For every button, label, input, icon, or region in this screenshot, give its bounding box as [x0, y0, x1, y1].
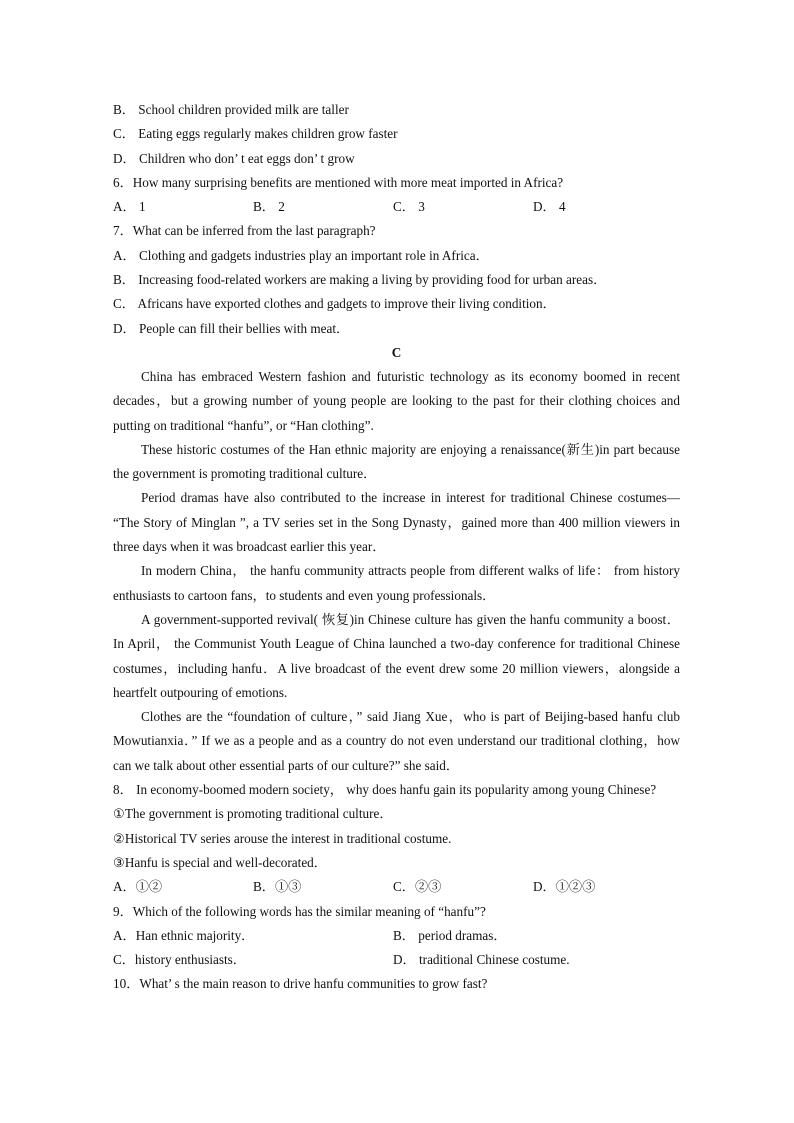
document-page [113, 98, 680, 997]
q8-option-d: D．①②③ [533, 879, 596, 895]
q9-stem: 9．Which of the following words has the similar meaning of “hanfu”? [113, 903, 486, 919]
q6-option-b: B． 2 [253, 199, 285, 215]
q5-option-c: C． Eating eggs regularly makes children grow faster [113, 126, 398, 142]
q6-option-d: D． 4 [533, 199, 566, 215]
q5-option-b: B． School children provided milk are taller [113, 102, 349, 117]
passage-paragraph-4: In modern China， the hanfu community attracts people from different walks of life： from history enthusiasts to cartoon fans，to students and even young professionals． [113, 563, 680, 603]
passage-paragraph-1: China has embraced Western fashion and futuristic technology as its economy boomed in recent decades，but a growing number of young people are looking to the past for their clothing choices and putting on traditional “hanfu”, or “Han clothing”. [113, 368, 680, 433]
passage-paragraph-6: Clothes are the “foundation of culture，” said Jiang Xue，who is part of Beijing-based hanfu club Mowutianxia．” If we as a people and as a country do not even understand our traditional clothing，how can we talk about other essential parts of our culture?” she said． [113, 709, 680, 773]
q7-option-d: D． People can fill their bellies with meat． [113, 320, 350, 336]
q7-option-b: B． Increasing food-related workers are making a living by providing food for urban areas． [113, 272, 607, 288]
section-c-heading: C [391, 344, 402, 360]
passage-paragraph-5: A government-supported revival( 恢复)in Chinese culture has given the hanfu community a boost． In April， the Communist Youth League of China launched a two-day conference for traditional Chinese costumes，including hanfu．A live broadcast of the event drew some 20 million viewers，alongside a heartfelt outpouring of emotions. [113, 611, 680, 700]
q9-option-d: D． traditional Chinese costume. [393, 952, 570, 968]
q8-statement-1: ①The government is promoting traditional culture． [113, 806, 393, 822]
q9-option-a: A．Han ethnic majority． [113, 927, 255, 943]
q6-options [113, 195, 680, 219]
q9-option-b: B． period dramas． [393, 927, 507, 943]
q7-option-a: A． Clothing and gadgets industries play an important role in Africa． [113, 247, 489, 263]
q8-statement-3: ③Hanfu is special and well-decorated． [113, 854, 327, 870]
passage-paragraph-3: Period dramas have also contributed to the increase in interest for traditional Chinese costumes— “The Story of Minglan ”, a TV series set in the Song Dynasty，gained more than 400 million viewers in three days when it was broadcast earlier this year． [113, 490, 680, 555]
q8-statement-2: ②Historical TV series arouse the interest in traditional costume. [113, 830, 452, 846]
q6-stem: 6．How many surprising benefits are mentioned with more meat imported in Africa? [113, 174, 564, 190]
q9-options-row-1 [113, 924, 680, 948]
q8-option-c: C．②③ [393, 879, 442, 895]
passage-paragraph-2: These historic costumes of the Han ethnic majority are enjoying a renaissance(新生)in part because the government is promoting traditional culture． [113, 441, 680, 482]
q7-option-c: C． Africans have exported clothes and gadgets to improve their living condition． [113, 296, 556, 312]
q9-options-row-2 [113, 948, 680, 972]
q8-option-b: B．①③ [253, 879, 302, 895]
q8-option-a: A．①② [113, 879, 163, 895]
q6-option-a: A． 1 [113, 199, 146, 215]
q8-stem: 8． In economy-boomed modern society， why does hanfu gain its popularity among young Chinese? [113, 782, 657, 798]
q7-stem: 7．What can be inferred from the last paragraph? [113, 223, 376, 239]
q6-option-c: C． 3 [393, 199, 425, 215]
q5-option-d: D． Children who don’ t eat eggs don’ t grow [113, 150, 355, 166]
q8-options [113, 875, 680, 899]
q9-option-c: C．history enthusiasts． [113, 952, 246, 968]
q10-stem: 10．What’ s the main reason to drive hanfu communities to grow fast? [113, 976, 488, 992]
